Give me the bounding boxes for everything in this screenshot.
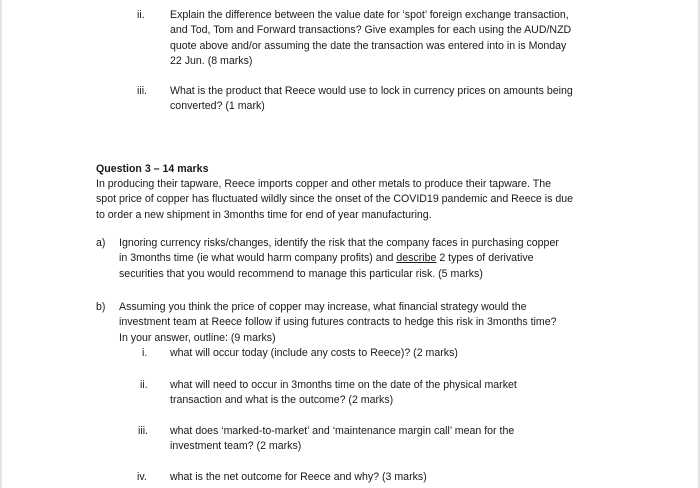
- text-line: transaction and what is the outcome? (2 marks): [170, 394, 394, 407]
- subquestion-text: [170, 84, 677, 115]
- text-line: what does ‘marked-to-market’ and ‘maintenance margin call’ mean for the: [170, 425, 515, 437]
- text-line: what will need to occur in 3months time on the date of the physical market: [170, 379, 517, 391]
- subitem-numeral: iv.: [137, 471, 147, 483]
- subitem-numeral: ii.: [140, 379, 148, 391]
- text-line: to order a new shipment in 3months time for end of year manufacturing.: [96, 208, 432, 221]
- text-line: In producing their tapware, Reece imports copper and other metals to produce their tapware. The: [96, 178, 551, 190]
- text-line: 22 Jun. (8 marks): [170, 55, 253, 68]
- question-3-heading: Question 3 – 14 marks: [96, 163, 209, 175]
- subitem-numeral: i.: [142, 347, 148, 359]
- part-b-subitem-iv: [137, 470, 667, 485]
- part-b: [96, 300, 686, 346]
- text-line: Assuming you think the price of copper may increase, what financial strategy would the: [119, 301, 527, 313]
- text-line: In your answer, outline: (9 marks): [119, 331, 276, 344]
- part-b-text: [119, 300, 686, 346]
- subitem-numeral: iii.: [138, 425, 149, 437]
- text-line: quote above and/or assuming the date the transaction was entered into in is Monday: [170, 39, 567, 52]
- text-line: spot price of copper has fluctuated wildly since the onset of the COVID19 pandemic and Reece is due: [96, 193, 573, 206]
- subquestion-text: [170, 8, 677, 70]
- text-line: securities that you would recommend to manage this particular risk. (5 marks): [119, 267, 483, 280]
- part-b-subitem-i: [142, 346, 672, 361]
- part-a-text: [119, 236, 686, 282]
- text-line: what is the net outcome for Reece and why? (3 marks): [170, 471, 427, 483]
- part-a-label: a): [96, 237, 106, 249]
- subquestion-numeral: ii.: [137, 9, 145, 21]
- text-line: Ignoring currency risks/changes, identify the risk that the company faces in purchasing copper: [119, 237, 559, 249]
- text-line: what will occur today (include any costs to Reece)? (2 marks): [170, 347, 458, 359]
- part-a: [96, 236, 686, 282]
- underlined-word: describe: [396, 252, 437, 265]
- text-line: investment team at Reece follow if using futures contracts to hedge this risk in 3months time?: [119, 316, 557, 329]
- text-line: investment team? (2 marks): [170, 440, 302, 453]
- subquestion-iii: [137, 84, 677, 115]
- part-b-subitem-iii: [138, 424, 668, 455]
- subquestion-ii: [137, 8, 677, 70]
- text-line: and Tod, Tom and Forward transactions? Give examples for each using the AUD/NZD: [170, 24, 572, 37]
- text-line: converted? (1 mark): [170, 100, 265, 113]
- question-3-intro: [96, 177, 686, 223]
- part-b-subitem-ii: [140, 378, 670, 409]
- page-left-edge: [0, 0, 2, 488]
- text-line: in 3months time (ie what would harm company profits) and describe 2 types of derivative: [119, 252, 534, 265]
- text-line: What is the product that Reece would use to lock in currency prices on amounts being: [170, 85, 573, 97]
- subquestion-numeral: iii.: [137, 85, 148, 97]
- text-line: Explain the difference between the value date for ‘spot’ foreign exchange transaction,: [170, 9, 569, 21]
- part-b-label: b): [96, 301, 106, 313]
